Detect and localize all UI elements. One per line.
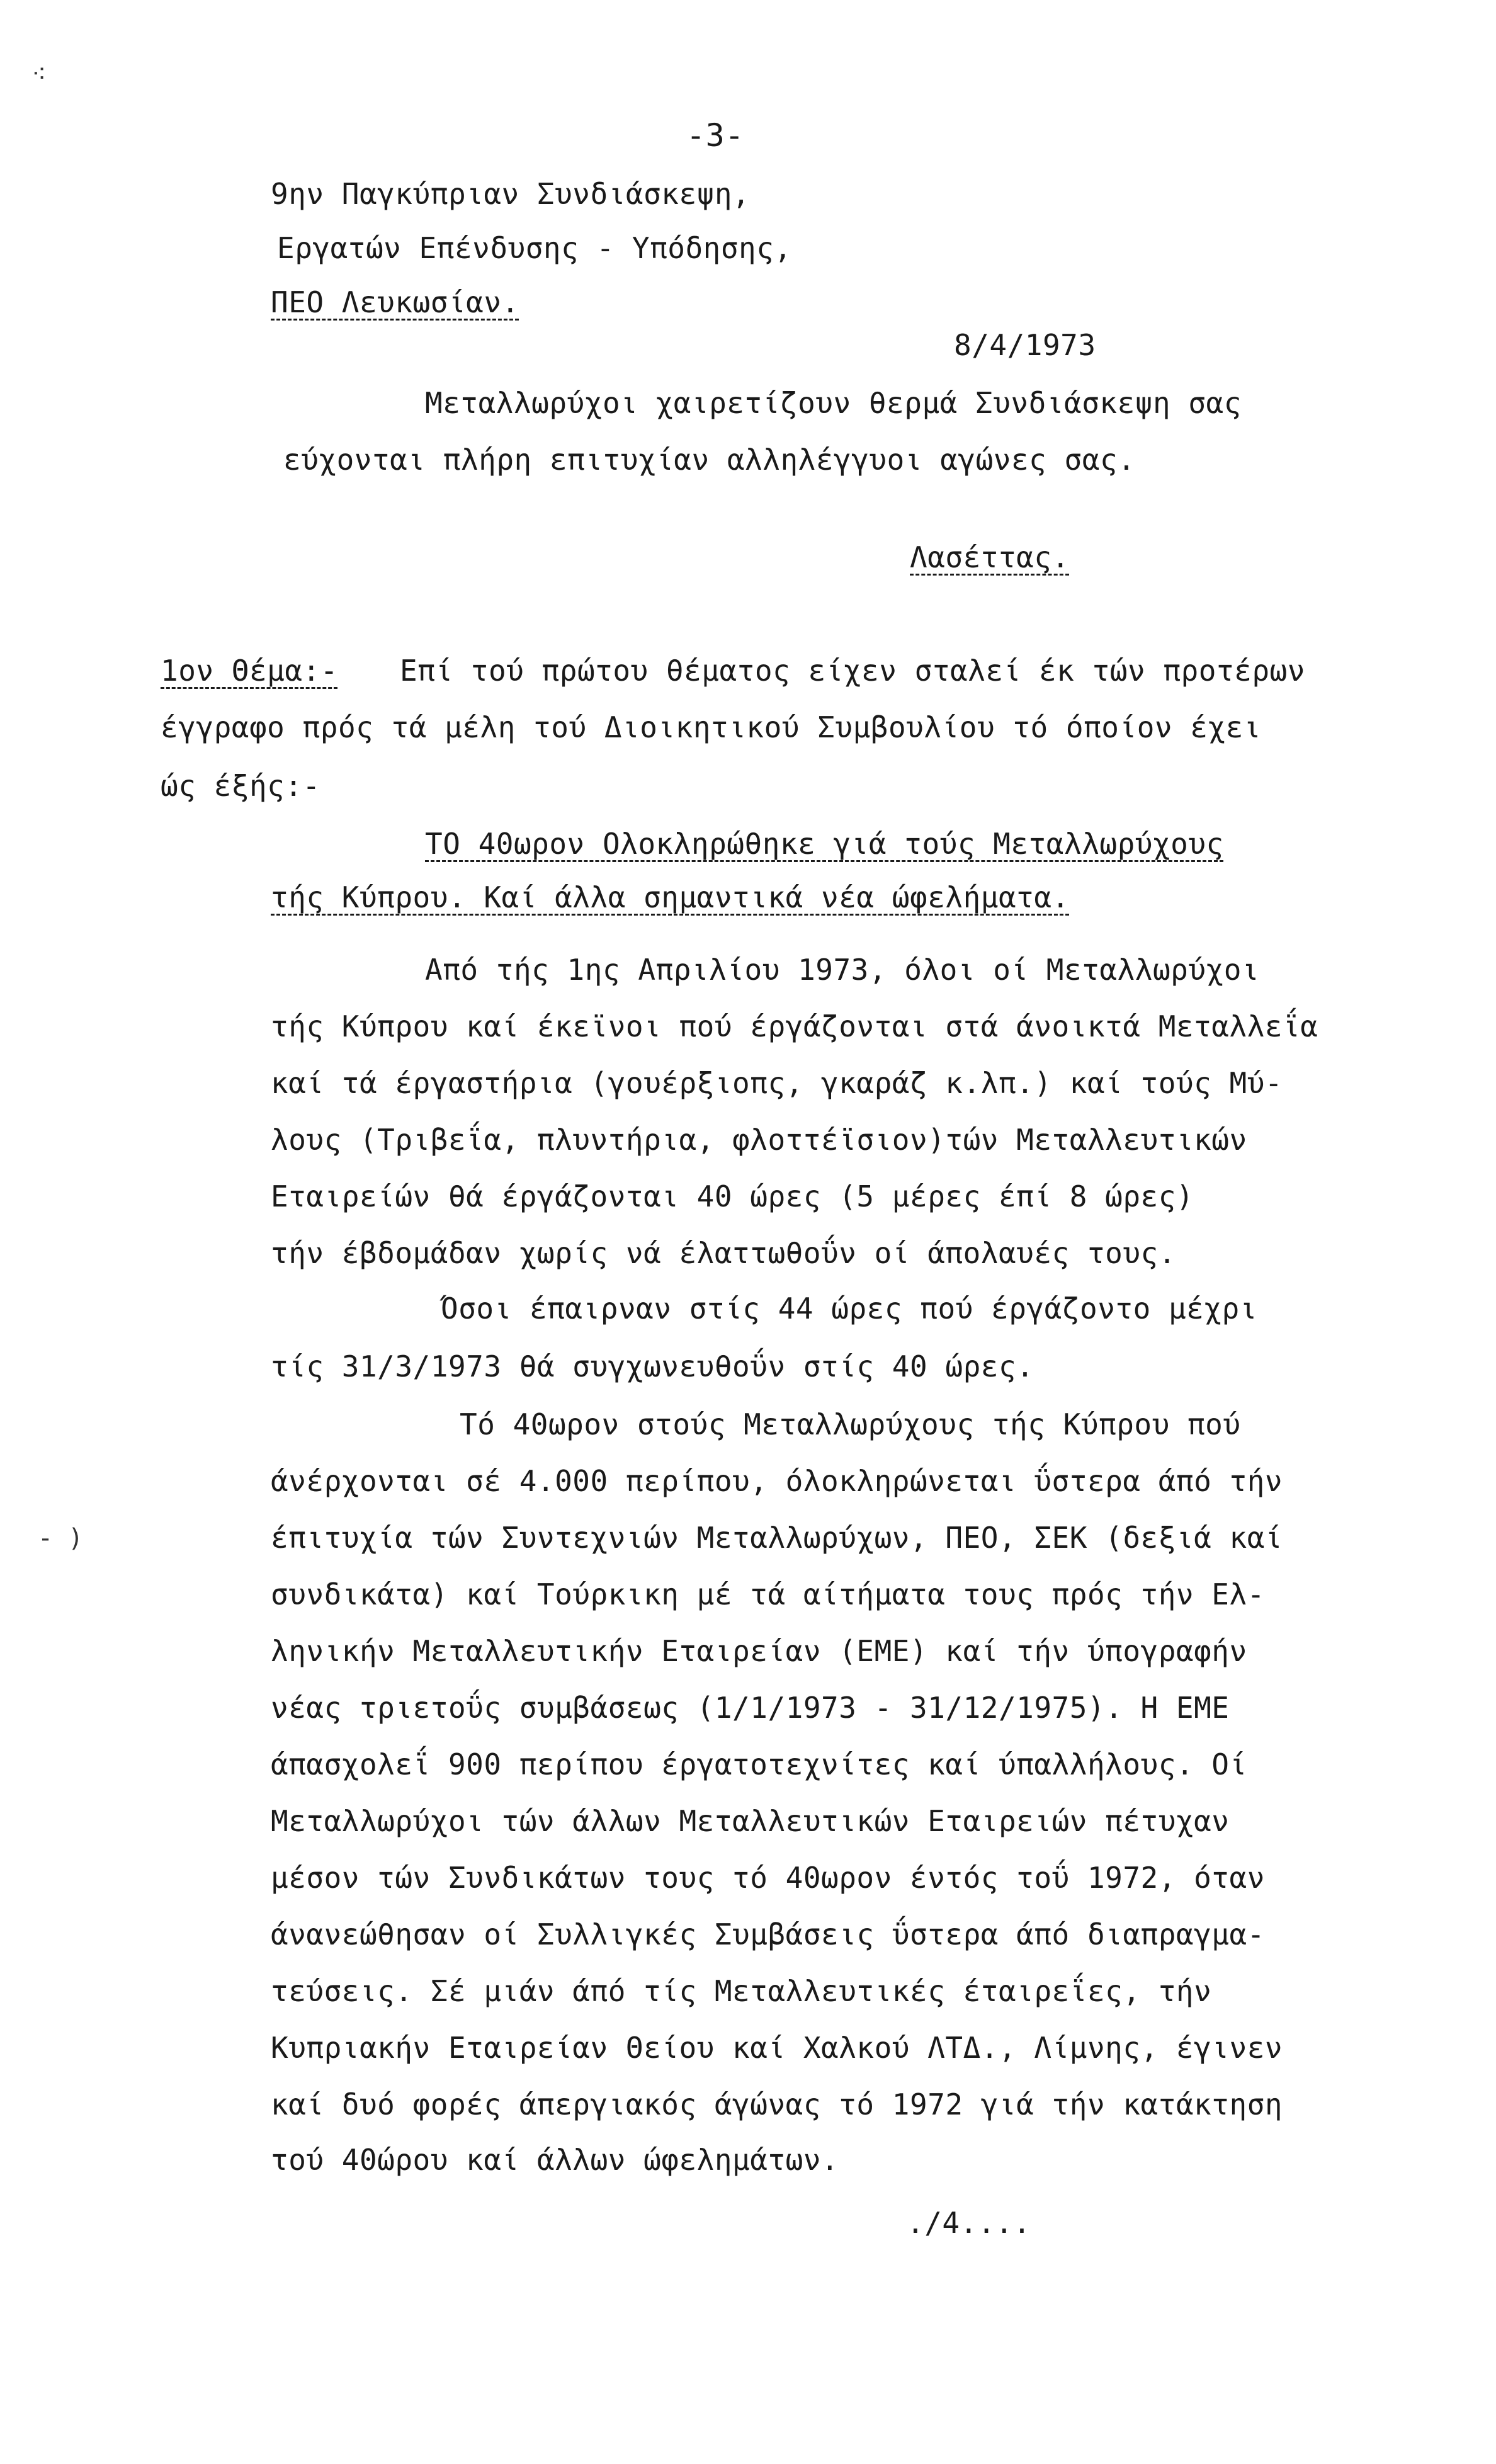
address-line-2: Εργατών Επένδυσης - Υπόδησης,: [277, 231, 792, 265]
greeting-line-1: Μεταλλωρύχοι χαιρετίζουν θερμά Συνδιάσκεψη σας: [425, 386, 1242, 420]
headline-line-2: τής Κύπρου. Καί άλλα σημαντικά νέα ώφελήματα.: [271, 880, 1070, 914]
paragraph-1-line-5: Εταιρείών θά έργάζονται 40 ώρες (5 μέρες έπί 8 ώρες): [271, 1179, 1194, 1213]
paragraph-2-line-1: Όσοι έπαιρναν στίς 44 ώρες πού έργάζοντο μέχρι: [441, 1292, 1257, 1326]
topic-intro-line-2: έγγραφο πρός τά μέλη τού Διοικητικού Συμβουλίου τό όποίον έχει: [161, 710, 1262, 744]
paragraph-3-line-9: μέσον τών Συνδικάτων τους τό 40ωρον έντός τοΰ 1972, όταν: [271, 1861, 1265, 1895]
scan-mark: ⁖: [31, 60, 47, 89]
paragraph-3-line-6: νέας τριετοΰς συμβάσεως (1/1/1973 - 31/12/1975). Η ΕΜΕ: [271, 1691, 1230, 1725]
paragraph-1-line-1: Από τής 1ης Απριλίου 1973, όλοι οί Μεταλλωρύχοι: [425, 953, 1260, 987]
page-number: -3-: [686, 117, 744, 154]
address-line-1: 9ην Παγκύπριαν Συνδιάσκεψη,: [271, 177, 751, 211]
paragraph-2-line-2: τίς 31/3/1973 θά συγχωνευθοΰν στίς 40 ώρες.: [271, 1349, 1034, 1383]
paragraph-1-line-4: λους (Τριβεΐα, πλυντήρια, φλοττέϊσιον)τών Μεταλλευτικών: [271, 1123, 1247, 1157]
paragraph-1-line-6: τήν έβδομάδαν χωρίς νά έλαττωθοΰν οί άπολαυές τους.: [271, 1236, 1176, 1270]
paragraph-3-line-11: τεύσεις. Σέ μιάν άπό τίς Μεταλλευτικές έταιρεΐες, τήν: [271, 1974, 1212, 2008]
paragraph-3-line-12: Κυπριακήν Εταιρείαν Θείου καί Χαλκού ΛΤΔ., Λίμνης, έγινεν: [271, 2031, 1283, 2065]
paragraph-3-line-2: άνέρχονται σέ 4.000 περίπου, όλοκληρώνεται ΰστερα άπό τήν: [271, 1464, 1283, 1498]
paragraph-3-line-7: άπασχολεΐ 900 περίπου έργατοτεχνίτες καί ύπαλλήλους. Οί: [271, 1747, 1247, 1781]
headline-line-1: ΤΟ 40ωρον Ολοκληρώθηκε γιά τούς Μεταλλωρύχους: [425, 827, 1224, 861]
topic-intro-line-1: Επί τού πρώτου θέματος είχεν σταλεί έκ τών προτέρων: [400, 654, 1305, 688]
paragraph-1-line-2: τής Κύπρου καί έκεϊνοι πού έργάζονται στά άνοικτά Μεταλλεΐα: [271, 1009, 1318, 1043]
scan-mark: - ): [38, 1524, 84, 1553]
paragraph-3-line-8: Μεταλλωρύχοι τών άλλων Μεταλλευτικών Εταιρειών πέτυχαν: [271, 1804, 1230, 1838]
address-line-3: ΠΕΟ Λευκωσίαν.: [271, 285, 519, 319]
paragraph-3-line-10: άνανεώθησαν οί Συλλιγκές Συμβάσεις ΰστερα άπό διαπραγμα-: [271, 1917, 1265, 1951]
paragraph-3-line-1: Τό 40ωρον στούς Μεταλλωρύχους τής Κύπρου πού: [460, 1407, 1241, 1441]
paragraph-3-line-13: καί δυό φορές άπεργιακός άγώνας τό 1972 γιά τήν κατάκτηση: [271, 2087, 1283, 2121]
date: 8/4/1973: [954, 328, 1096, 362]
continuation-marker: ./4....: [907, 2206, 1031, 2240]
signature: Λασέττας.: [910, 540, 1070, 574]
topic-label: 1ον Θέμα:-: [161, 654, 338, 688]
paragraph-3-line-3: έπιτυχία τών Συντεχνιών Μεταλλωρύχων, ΠΕΟ, ΣΕΚ (δεξιά καί: [271, 1521, 1283, 1555]
paragraph-1-line-3: καί τά έργαστήρια (γουέρξιοπς, γκαράζ κ.λπ.) καί τούς Μύ-: [271, 1066, 1283, 1100]
topic-intro-line-3: ώς έξής:-: [161, 769, 320, 803]
paragraph-3-line-5: ληνικήν Μεταλλευτικήν Εταιρείαν (ΕΜΕ) καί τήν ύπογραφήν: [271, 1634, 1247, 1668]
paragraph-3-line-4: συνδικάτα) καί Τούρκικη μέ τά αίτήματα τους πρός τήν Ελ-: [271, 1577, 1265, 1611]
paragraph-3-line-14: τού 40ώρου καί άλλων ώφελημάτων.: [271, 2143, 839, 2177]
greeting-line-2: εύχονται πλήρη επιτυχίαν αλληλέγγυοι αγώνες σας.: [283, 443, 1136, 477]
